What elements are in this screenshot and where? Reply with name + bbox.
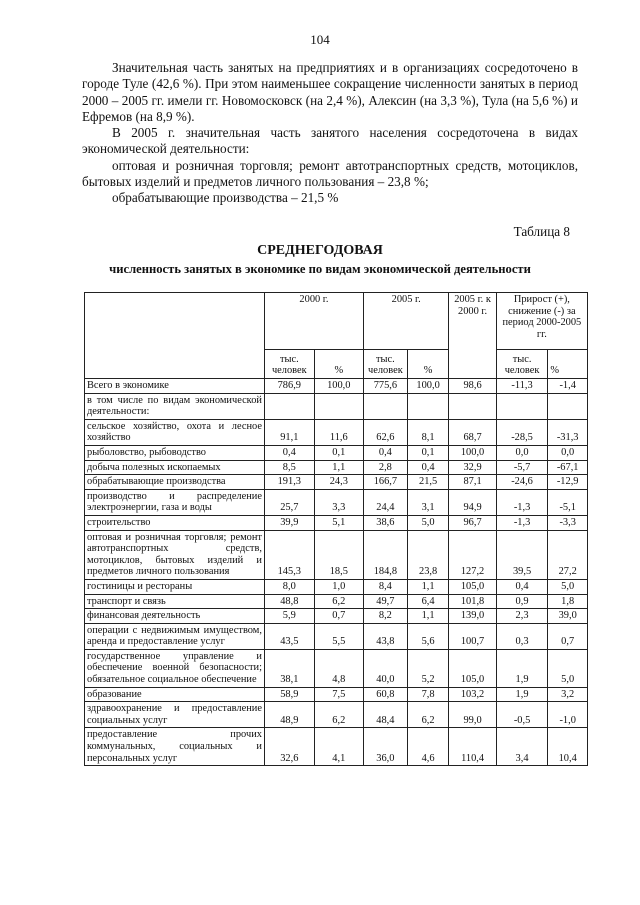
cell-dp: -5,1 bbox=[548, 489, 588, 515]
page-number: 104 bbox=[310, 32, 330, 47]
cell-p2005: 21,5 bbox=[407, 475, 449, 490]
table-subtitle: численность занятых в экономике по видам экономической деятельности bbox=[109, 262, 531, 276]
cell-ratio: 99,0 bbox=[449, 702, 496, 728]
cell-v2005: 48,4 bbox=[363, 702, 407, 728]
cell-dp: 5,0 bbox=[548, 649, 588, 687]
cell-dp: -12,9 bbox=[548, 475, 588, 490]
cell-dv: 0,4 bbox=[496, 579, 548, 594]
cell-p2005: 5,6 bbox=[407, 623, 449, 649]
paragraph: Значительная часть занятых на предприятиях и в организациях сосредоточено в городе Туле (42,6 %). При этом наименьшее сокращение численности занятых в период 2000 – 2005 гг. имели гг. Новомосковск (на 2,4 %), Алексин (на 3,3 %), Тула (на 5,6 %) и Ефремов (на 8,9 %). bbox=[82, 60, 578, 124]
table-label: Таблица 8 bbox=[513, 224, 570, 239]
cell-ratio: 100,0 bbox=[449, 445, 496, 460]
row-label: гостиницы и рестораны bbox=[85, 579, 265, 594]
cell-v2005 bbox=[363, 393, 407, 419]
cell-ratio: 127,2 bbox=[449, 530, 496, 579]
cell-p2005: 4,6 bbox=[407, 728, 449, 766]
cell-v2005: 43,8 bbox=[363, 623, 407, 649]
cell-p2005: 5,0 bbox=[407, 515, 449, 530]
cell-p2000: 5,5 bbox=[314, 623, 363, 649]
row-label: финансовая деятельность bbox=[85, 609, 265, 624]
cell-p2000: 6,2 bbox=[314, 702, 363, 728]
cell-dp: 0,7 bbox=[548, 623, 588, 649]
cell-dp: 1,8 bbox=[548, 594, 588, 609]
cell-dp: 39,0 bbox=[548, 609, 588, 624]
cell-dp: -67,1 bbox=[548, 460, 588, 475]
cell-v2000: 39,9 bbox=[264, 515, 314, 530]
row-label: в том числе по видам экономической деятельности: bbox=[85, 393, 265, 419]
cell-dp: -31,3 bbox=[548, 419, 588, 445]
table-row bbox=[85, 460, 588, 475]
row-label: обрабатывающие производства bbox=[85, 475, 265, 490]
cell-v2000: 0,4 bbox=[264, 445, 314, 460]
header-empty bbox=[85, 293, 265, 379]
cell-v2000: 145,3 bbox=[264, 530, 314, 579]
cell-v2000: 786,9 bbox=[264, 379, 314, 394]
cell-dv: 1,9 bbox=[496, 687, 548, 702]
cell-v2005: 38,6 bbox=[363, 515, 407, 530]
cell-ratio: 101,8 bbox=[449, 594, 496, 609]
cell-dv: 39,5 bbox=[496, 530, 548, 579]
table-row bbox=[85, 649, 588, 687]
paragraph: В 2005 г. значительная часть занятого населения сосредоточена в видах экономической деятельности: bbox=[82, 125, 578, 157]
cell-v2000: 191,3 bbox=[264, 475, 314, 490]
header-2000: 2000 г. bbox=[264, 293, 363, 350]
cell-p2000: 5,1 bbox=[314, 515, 363, 530]
cell-v2000: 32,6 bbox=[264, 728, 314, 766]
cell-p2000: 4,8 bbox=[314, 649, 363, 687]
cell-p2005: 6,2 bbox=[407, 702, 449, 728]
cell-p2005: 0,4 bbox=[407, 460, 449, 475]
cell-dv: 0,9 bbox=[496, 594, 548, 609]
cell-v2005: 775,6 bbox=[363, 379, 407, 394]
cell-v2005: 24,4 bbox=[363, 489, 407, 515]
cell-p2000: 3,3 bbox=[314, 489, 363, 515]
paragraph: оптовая и розничная торговля; ремонт автотранспортных средств, мотоциклов, бытовых изделий и предметов личного пользования – 23,8 %; bbox=[82, 157, 578, 190]
cell-dv bbox=[496, 393, 548, 419]
table-row bbox=[85, 489, 588, 515]
cell-p2000: 11,6 bbox=[314, 419, 363, 445]
cell-dv: 1,9 bbox=[496, 649, 548, 687]
cell-ratio: 32,9 bbox=[449, 460, 496, 475]
cell-dv: -28,5 bbox=[496, 419, 548, 445]
cell-p2005: 0,1 bbox=[407, 445, 449, 460]
table-row bbox=[85, 475, 588, 490]
cell-p2005: 5,2 bbox=[407, 649, 449, 687]
row-label: предоставление прочих коммунальных, социальных и персональных услуг bbox=[85, 728, 265, 766]
cell-p2005: 3,1 bbox=[407, 489, 449, 515]
header-2005: 2005 г. bbox=[363, 293, 448, 350]
cell-ratio: 87,1 bbox=[449, 475, 496, 490]
table-row bbox=[85, 419, 588, 445]
cell-ratio: 105,0 bbox=[449, 579, 496, 594]
cell-dp: -1,0 bbox=[548, 702, 588, 728]
cell-dp bbox=[548, 393, 588, 419]
cell-v2005: 36,0 bbox=[363, 728, 407, 766]
cell-v2005: 184,8 bbox=[363, 530, 407, 579]
cell-dv: 0,0 bbox=[496, 445, 548, 460]
table-row bbox=[85, 393, 588, 419]
header-unit-people: тыс. человек bbox=[363, 350, 407, 379]
cell-v2000: 38,1 bbox=[264, 649, 314, 687]
cell-dv: -24,6 bbox=[496, 475, 548, 490]
cell-ratio bbox=[449, 393, 496, 419]
cell-v2000: 48,8 bbox=[264, 594, 314, 609]
cell-dp: 5,0 bbox=[548, 579, 588, 594]
header-ratio: 2005 г. к 2000 г. bbox=[449, 293, 496, 379]
cell-ratio: 98,6 bbox=[449, 379, 496, 394]
row-label: строительство bbox=[85, 515, 265, 530]
cell-dp: 3,2 bbox=[548, 687, 588, 702]
cell-v2000: 48,9 bbox=[264, 702, 314, 728]
cell-p2000: 24,3 bbox=[314, 475, 363, 490]
table-row bbox=[85, 579, 588, 594]
cell-ratio: 94,9 bbox=[449, 489, 496, 515]
header-unit-pct: % bbox=[407, 350, 449, 379]
table-row bbox=[85, 623, 588, 649]
cell-ratio: 110,4 bbox=[449, 728, 496, 766]
cell-dp: 0,0 bbox=[548, 445, 588, 460]
cell-ratio: 68,7 bbox=[449, 419, 496, 445]
row-label: государственное управление и обеспечение военной безопасности; обязательное социальное обеспечение bbox=[85, 649, 265, 687]
table-row bbox=[85, 687, 588, 702]
paragraph: обрабатывающие производства – 21,5 % bbox=[112, 190, 339, 206]
cell-v2005: 2,8 bbox=[363, 460, 407, 475]
cell-ratio: 100,7 bbox=[449, 623, 496, 649]
cell-v2005: 40,0 bbox=[363, 649, 407, 687]
cell-v2000: 8,0 bbox=[264, 579, 314, 594]
cell-p2000: 1,1 bbox=[314, 460, 363, 475]
cell-v2005: 0,4 bbox=[363, 445, 407, 460]
cell-dv: 2,3 bbox=[496, 609, 548, 624]
cell-p2000: 1,0 bbox=[314, 579, 363, 594]
cell-v2000: 25,7 bbox=[264, 489, 314, 515]
cell-dp: -3,3 bbox=[548, 515, 588, 530]
cell-v2000 bbox=[264, 393, 314, 419]
row-label: рыболовство, рыбоводство bbox=[85, 445, 265, 460]
cell-dv: -5,7 bbox=[496, 460, 548, 475]
cell-v2000: 8,5 bbox=[264, 460, 314, 475]
cell-p2000: 0,7 bbox=[314, 609, 363, 624]
cell-dv: -11,3 bbox=[496, 379, 548, 394]
cell-p2005 bbox=[407, 393, 449, 419]
cell-p2005: 8,1 bbox=[407, 419, 449, 445]
cell-v2005: 62,6 bbox=[363, 419, 407, 445]
cell-ratio: 103,2 bbox=[449, 687, 496, 702]
table-row bbox=[85, 445, 588, 460]
row-label: сельское хозяйство, охота и лесное хозяйство bbox=[85, 419, 265, 445]
cell-v2000: 43,5 bbox=[264, 623, 314, 649]
cell-p2000: 0,1 bbox=[314, 445, 363, 460]
row-label: производство и распределение электроэнергии, газа и воды bbox=[85, 489, 265, 515]
cell-ratio: 139,0 bbox=[449, 609, 496, 624]
cell-p2005: 23,8 bbox=[407, 530, 449, 579]
header-unit-pct: % bbox=[548, 350, 588, 379]
cell-p2000: 6,2 bbox=[314, 594, 363, 609]
row-label: операции с недвижимым имуществом, аренда и предоставление услуг bbox=[85, 623, 265, 649]
cell-v2000: 91,1 bbox=[264, 419, 314, 445]
cell-p2000: 7,5 bbox=[314, 687, 363, 702]
cell-p2000: 4,1 bbox=[314, 728, 363, 766]
header-change: Прирост (+), снижение (-) за период 2000-2005 гг. bbox=[496, 293, 587, 350]
cell-dp: 27,2 bbox=[548, 530, 588, 579]
cell-p2005: 100,0 bbox=[407, 379, 449, 394]
cell-dv: 3,4 bbox=[496, 728, 548, 766]
row-label: образование bbox=[85, 687, 265, 702]
employment-table bbox=[84, 292, 588, 766]
header-unit-pct: % bbox=[314, 350, 363, 379]
table-row bbox=[85, 530, 588, 579]
cell-v2000: 58,9 bbox=[264, 687, 314, 702]
cell-dv: -1,3 bbox=[496, 489, 548, 515]
cell-ratio: 105,0 bbox=[449, 649, 496, 687]
cell-p2000: 18,5 bbox=[314, 530, 363, 579]
cell-p2000 bbox=[314, 393, 363, 419]
cell-v2005: 8,2 bbox=[363, 609, 407, 624]
row-label: транспорт и связь bbox=[85, 594, 265, 609]
cell-v2005: 49,7 bbox=[363, 594, 407, 609]
row-label: Всего в экономике bbox=[85, 379, 265, 394]
cell-p2005: 6,4 bbox=[407, 594, 449, 609]
cell-v2005: 60,8 bbox=[363, 687, 407, 702]
cell-v2000: 5,9 bbox=[264, 609, 314, 624]
cell-dp: -1,4 bbox=[548, 379, 588, 394]
table-row bbox=[85, 609, 588, 624]
row-label: добыча полезных ископаемых bbox=[85, 460, 265, 475]
cell-p2005: 1,1 bbox=[407, 579, 449, 594]
row-label: оптовая и розничная торговля; ремонт автотранспортных средств, мотоциклов, бытовых изделий и предметов личного пользования bbox=[85, 530, 265, 579]
table-title: СРЕДНЕГОДОВАЯ bbox=[257, 243, 383, 258]
cell-dv: -1,3 bbox=[496, 515, 548, 530]
cell-v2005: 166,7 bbox=[363, 475, 407, 490]
table-row bbox=[85, 515, 588, 530]
row-label: здравоохранение и предоставление социальных услуг bbox=[85, 702, 265, 728]
cell-dp: 10,4 bbox=[548, 728, 588, 766]
cell-dv: -0,5 bbox=[496, 702, 548, 728]
header-unit-people: тыс. человек bbox=[264, 350, 314, 379]
cell-p2000: 100,0 bbox=[314, 379, 363, 394]
table-row bbox=[85, 728, 588, 766]
cell-p2005: 7,8 bbox=[407, 687, 449, 702]
cell-ratio: 96,7 bbox=[449, 515, 496, 530]
body-text bbox=[82, 60, 578, 207]
table-row bbox=[85, 702, 588, 728]
table-row bbox=[85, 379, 588, 394]
header-unit-people: тыс. человек bbox=[496, 350, 548, 379]
cell-p2005: 1,1 bbox=[407, 609, 449, 624]
table-row bbox=[85, 594, 588, 609]
cell-v2005: 8,4 bbox=[363, 579, 407, 594]
cell-dv: 0,3 bbox=[496, 623, 548, 649]
